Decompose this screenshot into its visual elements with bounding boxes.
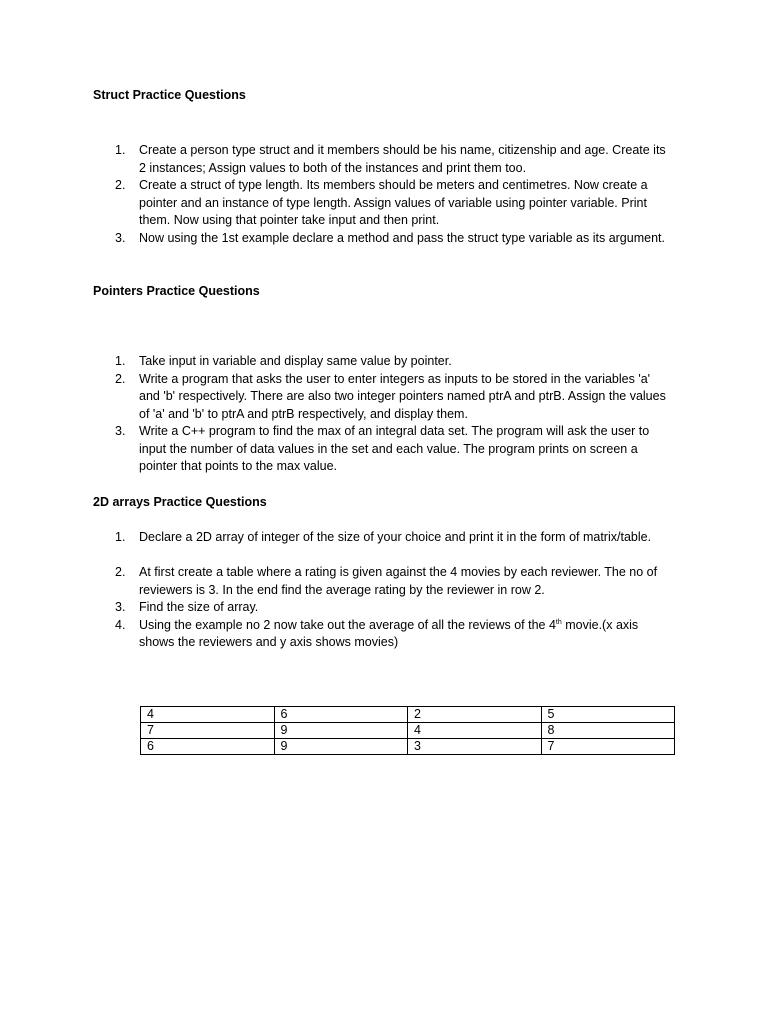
list-item: 3. Write a C++ program to find the max of an integral data set. The program will ask the user to input the number of data values in the set and each value. The program prints on screen a pointer that points to the max value. <box>115 424 650 473</box>
struct-question-list <box>93 142 673 247</box>
table-cell: 4 <box>141 707 275 723</box>
list-item: 2. Write a program that asks the user to enter integers as inputs to be stored in the variables 'a' and 'b' respectively. There are also two integer pointers named ptrA and ptrB. Assign the values of 'a' and 'b' to ptrA and ptrB respectively, and display them. <box>115 371 666 421</box>
table-cell: 5 <box>541 707 675 723</box>
table-cell: 9 <box>274 723 408 739</box>
table-cell: 9 <box>274 739 408 755</box>
list-item: 2. Create a struct of type length. Its members should be meters and centimetres. Now create a pointer and an instance of type length. Assign values of variable using pointer variable. Print them. Now using that pointer take input and then print. <box>115 178 648 227</box>
table-cell: 6 <box>274 707 408 723</box>
table-cell: 2 <box>408 707 542 723</box>
table-cell: 7 <box>141 723 275 739</box>
table-row <box>141 707 675 723</box>
list-item: 3. Find the size of array. <box>115 600 259 614</box>
list-item: 1. Create a person type struct and it members should be his name, citizenship and age. Create its 2 instances; Assign values to both of the instances and print them too. <box>115 143 666 175</box>
table-cell: 7 <box>541 739 675 755</box>
table-cell: 6 <box>141 739 275 755</box>
table-cell: 3 <box>408 739 542 755</box>
table-row <box>141 723 675 739</box>
list-item: 1. Declare a 2D array of integer of the size of your choice and print it in the form of matrix/table. <box>115 530 652 544</box>
table-cell: 4 <box>408 723 542 739</box>
list-item: 3. Now using the 1st example declare a method and pass the struct type variable as its argument. <box>115 230 665 245</box>
list-item: 1. Take input in variable and display same value by pointer. <box>115 354 452 368</box>
list-item: 4. Using the example no 2 now take out the average of all the reviews of the 4th movie.(x axis shows the reviewers and y axis shows movies) <box>115 617 639 649</box>
pointers-heading: Pointers Practice Questions <box>93 284 260 298</box>
arrays-question-list <box>93 529 673 652</box>
arrays-heading: 2D arrays Practice Questions <box>93 495 267 509</box>
table-cell: 8 <box>541 723 675 739</box>
list-item: 2. At first create a table where a rating is given against the 4 movies by each reviewer. The no of reviewers is 3. In the end find the average rating by the reviewer in row 2. <box>115 565 658 597</box>
struct-heading: Struct Practice Questions <box>93 88 246 102</box>
pointers-question-list <box>93 353 673 476</box>
ratings-table <box>140 706 675 755</box>
table-row <box>141 739 675 755</box>
